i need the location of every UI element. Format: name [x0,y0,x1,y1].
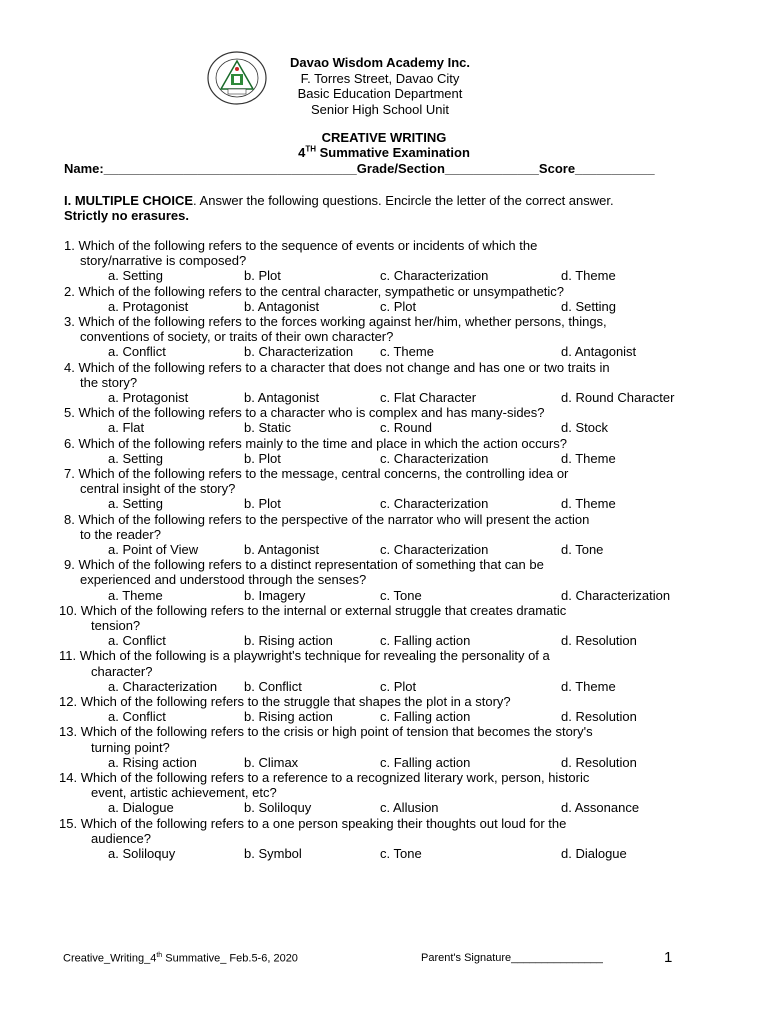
answer-option[interactable]: c. Tone [380,845,422,861]
answer-options [0,709,768,724]
exam-number-suffix: TH [305,144,316,154]
answer-options [0,679,768,694]
question-stem-continued: to the reader? [80,526,161,542]
answer-options [0,390,768,405]
parent-signature-line[interactable]: Parent's Signature_______________ [421,952,603,964]
answer-option[interactable]: a. Rising action [108,754,197,770]
question-item [0,466,768,512]
question-item [0,603,768,649]
question-number: 6. [64,435,75,451]
answer-option[interactable]: b. Soliloquy [244,800,312,816]
question-number: 12. [59,693,78,709]
answer-option[interactable]: d. Theme [561,268,616,284]
question-text: Which of the following refers to a reference to a recognized literary work, person, historic [80,769,590,785]
question-item [0,238,768,284]
question-stem [0,603,768,618]
question-text: Which of the following refers to a character that does not change and has one or two traits in [78,359,610,375]
subject-title: CREATIVE WRITING [321,130,447,145]
answer-option[interactable]: d. Theme [561,678,616,694]
question-list [0,238,768,861]
answer-option[interactable]: c. Characterization [380,541,489,557]
question-item [0,694,768,724]
answer-option[interactable]: b. Conflict [244,678,302,694]
answer-option[interactable]: a. Point of View [108,541,199,557]
answer-option[interactable]: a. Protagonist [108,298,189,314]
question-stem [0,314,768,329]
answer-option[interactable]: d. Setting [561,298,616,314]
answer-option[interactable]: b. Plot [244,268,281,284]
answer-option[interactable]: b. Rising action [244,633,333,649]
footer-file-date: Summative_ Feb.5-6, 2020 [162,952,298,965]
answer-option[interactable]: b. Plot [244,496,281,512]
question-text: Which of the following refers to a distinct representation of something that can be [78,557,544,573]
answer-options [0,633,768,648]
question-stem [0,238,768,253]
question-number: 8. [64,511,75,527]
question-stem-continued: event, artistic achievement, etc? [91,785,277,801]
question-item [0,360,768,406]
answer-option[interactable]: a. Soliloquy [108,845,176,861]
question-text: Which of the following refers to the forces working against her/him, whether persons, things, [78,313,607,329]
answer-option[interactable]: c. Plot [380,678,417,694]
section-heading: I. MULTIPLE CHOICE [64,193,194,208]
answer-option[interactable]: b. Characterization [244,344,354,360]
school-address: F. Torres Street, Davao City [300,70,460,86]
answer-option[interactable]: d. Dialogue [561,845,627,861]
question-number: 7. [64,465,75,481]
question-number: 13. [59,724,78,740]
answer-option[interactable]: c. Plot [380,298,417,314]
question-stem-continued: story/narrative is composed? [80,253,247,269]
question-stem-continued: tension? [91,617,141,633]
question-text: Which of the following is a playwright's technique for revealing the personality of a [79,648,550,664]
question-text: Which of the following refers to the internal or external struggle that creates dramatic [80,602,567,618]
answer-option[interactable]: c. Theme [380,344,434,360]
question-stem [0,724,768,739]
question-stem [0,284,768,299]
question-text: Which of the following refers to the struggle that shapes the plot in a story? [80,693,511,709]
answer-options [0,800,768,815]
answer-option[interactable]: c. Characterization [380,268,489,284]
question-number: 14. [59,769,78,785]
question-item [0,770,768,816]
school-header [280,55,480,117]
answer-option[interactable]: c. Characterization [380,496,489,512]
question-text: Which of the following refers to a one person speaking their thoughts out loud for the [80,815,567,831]
question-text: Which of the following refers to a character who is complex and has many-sides? [78,405,545,421]
question-number: 3. [64,313,75,329]
answer-option[interactable]: c. Falling action [380,709,471,725]
answer-option[interactable]: a. Flat [108,420,145,436]
answer-option[interactable]: d. Theme [561,450,616,466]
answer-option[interactable]: a. Conflict [108,633,166,649]
exam-number: 4 [298,145,306,160]
school-name: Davao Wisdom Academy Inc. [289,55,470,70]
question-stem-continued: conventions of society, or traits of their own character? [80,329,394,345]
question-number: 1. [64,238,75,253]
question-text: Which of the following refers mainly to the time and place in which the action occurs? [78,435,567,451]
question-stem [0,360,768,375]
answer-options [0,299,768,314]
page-number: 1 [664,949,673,966]
answer-options [0,420,768,435]
question-stem [0,648,768,663]
question-stem [0,466,768,481]
question-item [0,314,768,360]
answer-option[interactable]: b. Plot [244,450,281,466]
answer-option[interactable]: a. Setting [108,496,163,512]
exam-subtitle [234,145,534,160]
answer-option[interactable]: c. Round [380,420,433,436]
answer-option[interactable]: d. Stock [561,420,608,436]
answer-options [0,542,768,557]
answer-options [0,588,768,603]
answer-option[interactable]: d. Resolution [561,709,637,725]
answer-option[interactable]: d. Antagonist [561,344,637,360]
answer-option[interactable]: a. Protagonist [108,389,189,405]
answer-option[interactable]: b. Static [244,420,291,436]
exam-type: Summative Examination [316,145,470,160]
question-stem [0,770,768,785]
answer-option[interactable]: c. Falling action [380,633,471,649]
answer-option[interactable]: d. Resolution [561,633,637,649]
answer-option[interactable]: c. Flat Character [380,389,477,405]
question-text: Which of the following refers to the message, central concerns, the controlling idea or [78,465,569,481]
answer-option[interactable]: d. Assonance [561,800,640,816]
question-stem [0,405,768,420]
answer-option[interactable]: b. Climax [244,754,299,770]
answer-option[interactable]: a. Setting [108,268,163,284]
answer-option[interactable]: a. Theme [108,587,163,603]
question-item [0,557,768,603]
answer-option[interactable]: a. Setting [108,450,163,466]
answer-options [0,846,768,861]
question-item [0,284,768,314]
answer-option[interactable]: b. Imagery [244,587,306,603]
school-department: Basic Education Department [297,86,463,101]
question-text: Which of the following refers to the crisis or high point of tension that becomes the story's [80,724,593,740]
question-number: 15. [59,815,78,831]
question-stem [0,694,768,709]
school-unit: Senior High School Unit [310,101,450,117]
answer-options [0,268,768,283]
question-number: 4. [64,359,75,375]
question-stem-continued: character? [91,663,153,679]
question-stem-continued: central insight of the story? [80,481,236,497]
instruction-text: . Answer the following questions. Encircle the letter of the correct answer. [193,193,614,208]
answer-option[interactable]: c. Tone [380,587,422,603]
answer-option[interactable]: d. Tone [561,541,604,557]
school-seal-logo [206,50,268,106]
answer-option[interactable]: c. Falling action [380,754,471,770]
answer-option[interactable]: b. Rising action [244,709,333,725]
student-info-line[interactable]: Name:___________________________________Grade/Section_____________Score___________ [64,161,655,176]
question-stem-continued: experienced and understood through the senses? [80,572,367,588]
answer-option[interactable]: c. Allusion [380,800,439,816]
question-item [0,816,768,862]
answer-options [0,496,768,511]
answer-option[interactable]: d. Resolution [561,754,637,770]
footer-file-name: Creative_Writing_4 [63,952,157,965]
question-number: 2. [64,283,75,299]
answer-option[interactable]: a. Dialogue [108,800,174,816]
question-number: 10. [59,602,78,618]
question-number: 9. [64,557,75,573]
question-text: Which of the following refers to the perspective of the narrator who will present the action [78,511,590,527]
question-item [0,405,768,435]
footer-file-suffix: th [156,952,163,959]
question-item [0,648,768,694]
question-stem [0,512,768,527]
answer-option[interactable]: a. Conflict [108,344,166,360]
answer-option[interactable]: b. Antagonist [244,389,320,405]
question-item [0,724,768,770]
question-stem [0,557,768,572]
answer-options [0,451,768,466]
question-item [0,512,768,558]
answer-option[interactable]: a. Characterization [108,678,218,694]
question-stem-continued: turning point? [91,739,170,755]
answer-option[interactable]: b. Antagonist [244,298,320,314]
answer-option[interactable]: b. Symbol [244,845,302,861]
question-text: Which of the following refers to the central character, sympathetic or unsympathetic? [78,283,565,299]
question-stem-continued: audience? [91,830,151,846]
footer-filename [63,952,298,965]
answer-option[interactable]: c. Characterization [380,450,489,466]
answer-options [0,755,768,770]
question-stem-continued: the story? [80,374,138,390]
question-text: Which of the following refers to the sequence of events or incidents of which the [78,238,538,253]
answer-option[interactable]: d. Characterization [561,587,671,603]
exam-title [234,130,534,160]
answer-option[interactable]: d. Theme [561,496,616,512]
question-item [0,436,768,466]
instructions [64,193,714,223]
instruction-note: Strictly no erasures. [64,208,189,223]
answer-option[interactable]: a. Conflict [108,709,166,725]
answer-options [0,344,768,359]
question-number: 5. [64,405,75,421]
answer-option[interactable]: d. Round Character [561,389,675,405]
answer-option[interactable]: b. Antagonist [244,541,320,557]
question-stem [0,816,768,831]
question-stem [0,436,768,451]
question-number: 11. [59,648,77,664]
